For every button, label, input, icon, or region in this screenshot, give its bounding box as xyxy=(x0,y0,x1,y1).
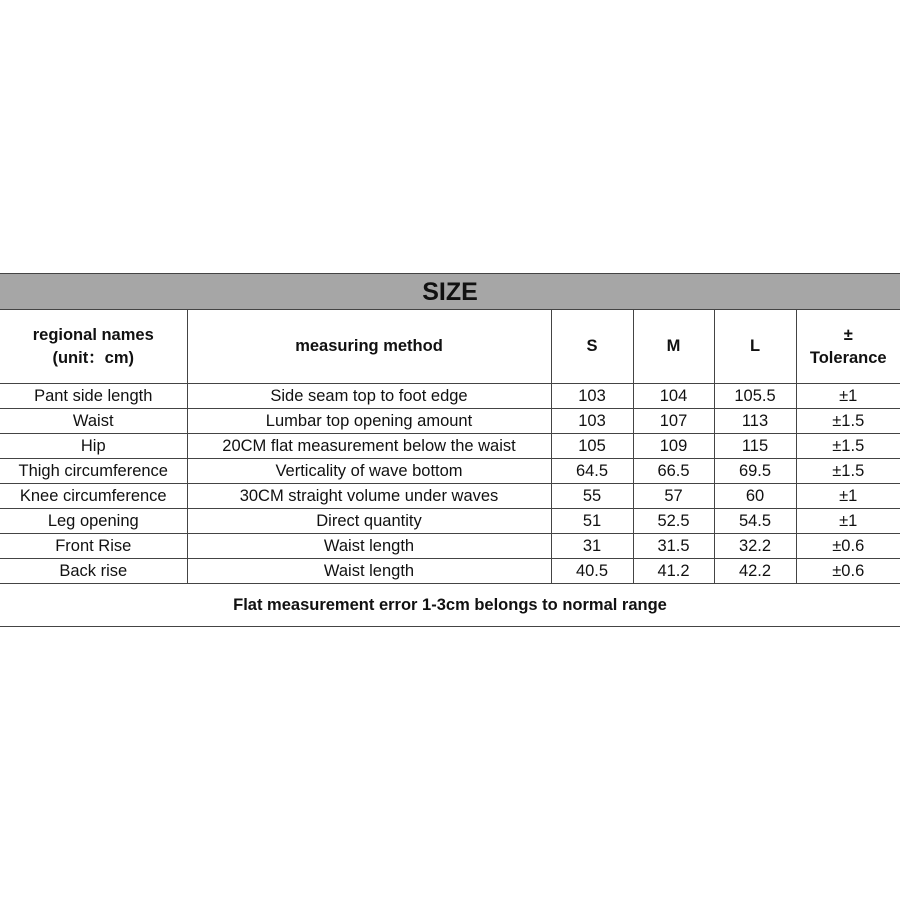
cell-size-s: 40.5 xyxy=(551,559,633,584)
cell-size-s: 51 xyxy=(551,509,633,534)
cell-tolerance: ±1.5 xyxy=(796,409,900,434)
cell-size-s: 64.5 xyxy=(551,459,633,484)
size-table xyxy=(0,310,900,584)
cell-tolerance: ±0.6 xyxy=(796,534,900,559)
table-row xyxy=(0,434,900,459)
cell-size-m: 41.2 xyxy=(633,559,714,584)
cell-size-s: 103 xyxy=(551,384,633,409)
header-tolerance xyxy=(796,310,900,384)
cell-tolerance: ±1 xyxy=(796,509,900,534)
header-size-s: S xyxy=(551,310,633,384)
table-row xyxy=(0,534,900,559)
cell-method: Lumbar top opening amount xyxy=(187,409,551,434)
cell-region: Pant side length xyxy=(0,384,187,409)
cell-region: Hip xyxy=(0,434,187,459)
cell-region: Front Rise xyxy=(0,534,187,559)
cell-method: 20CM flat measurement below the waist xyxy=(187,434,551,459)
header-regional-names-label: regional names xyxy=(32,325,154,344)
cell-region: Thigh circumference xyxy=(0,459,187,484)
table-row xyxy=(0,409,900,434)
footnote: Flat measurement error 1-3cm belongs to normal range xyxy=(233,596,667,614)
cell-size-s: 55 xyxy=(551,484,633,509)
cell-method: Side seam top to foot edge xyxy=(187,384,551,409)
header-unit-label: (unit：cm) xyxy=(52,348,135,367)
size-chart xyxy=(0,273,900,627)
header-tolerance-symbol: ± xyxy=(843,325,853,344)
cell-region: Back rise xyxy=(0,559,187,584)
cell-size-l: 115 xyxy=(714,434,796,459)
cell-size-m: 109 xyxy=(633,434,714,459)
table-row xyxy=(0,384,900,409)
cell-size-m: 57 xyxy=(633,484,714,509)
size-chart-title: SIZE xyxy=(0,274,900,310)
cell-tolerance: ±1.5 xyxy=(796,434,900,459)
cell-size-s: 105 xyxy=(551,434,633,459)
cell-tolerance: ±1.5 xyxy=(796,459,900,484)
table-row xyxy=(0,559,900,584)
cell-region: Knee circumference xyxy=(0,484,187,509)
cell-size-m: 104 xyxy=(633,384,714,409)
cell-size-m: 52.5 xyxy=(633,509,714,534)
cell-method: Waist length xyxy=(187,534,551,559)
header-size-l: L xyxy=(714,310,796,384)
cell-region: Leg opening xyxy=(0,509,187,534)
cell-method: 30CM straight volume under waves xyxy=(187,484,551,509)
cell-size-s: 103 xyxy=(551,409,633,434)
table-row xyxy=(0,509,900,534)
table-row xyxy=(0,484,900,509)
cell-size-l: 60 xyxy=(714,484,796,509)
cell-size-l: 113 xyxy=(714,409,796,434)
cell-method: Waist length xyxy=(187,559,551,584)
cell-size-l: 42.2 xyxy=(714,559,796,584)
cell-size-m: 31.5 xyxy=(633,534,714,559)
header-size-m: M xyxy=(633,310,714,384)
cell-method: Verticality of wave bottom xyxy=(187,459,551,484)
table-row xyxy=(0,459,900,484)
cell-tolerance: ±1 xyxy=(796,484,900,509)
header-measuring-method: measuring method xyxy=(187,310,551,384)
header-tolerance-label: Tolerance xyxy=(809,348,887,367)
cell-size-l: 54.5 xyxy=(714,509,796,534)
cell-method: Direct quantity xyxy=(187,509,551,534)
cell-size-s: 31 xyxy=(551,534,633,559)
cell-size-l: 32.2 xyxy=(714,534,796,559)
header-row xyxy=(0,310,900,384)
cell-size-l: 105.5 xyxy=(714,384,796,409)
header-regional-names xyxy=(0,310,187,384)
cell-size-m: 66.5 xyxy=(633,459,714,484)
cell-size-m: 107 xyxy=(633,409,714,434)
cell-region: Waist xyxy=(0,409,187,434)
cell-tolerance: ±0.6 xyxy=(796,559,900,584)
cell-size-l: 69.5 xyxy=(714,459,796,484)
cell-tolerance: ±1 xyxy=(796,384,900,409)
